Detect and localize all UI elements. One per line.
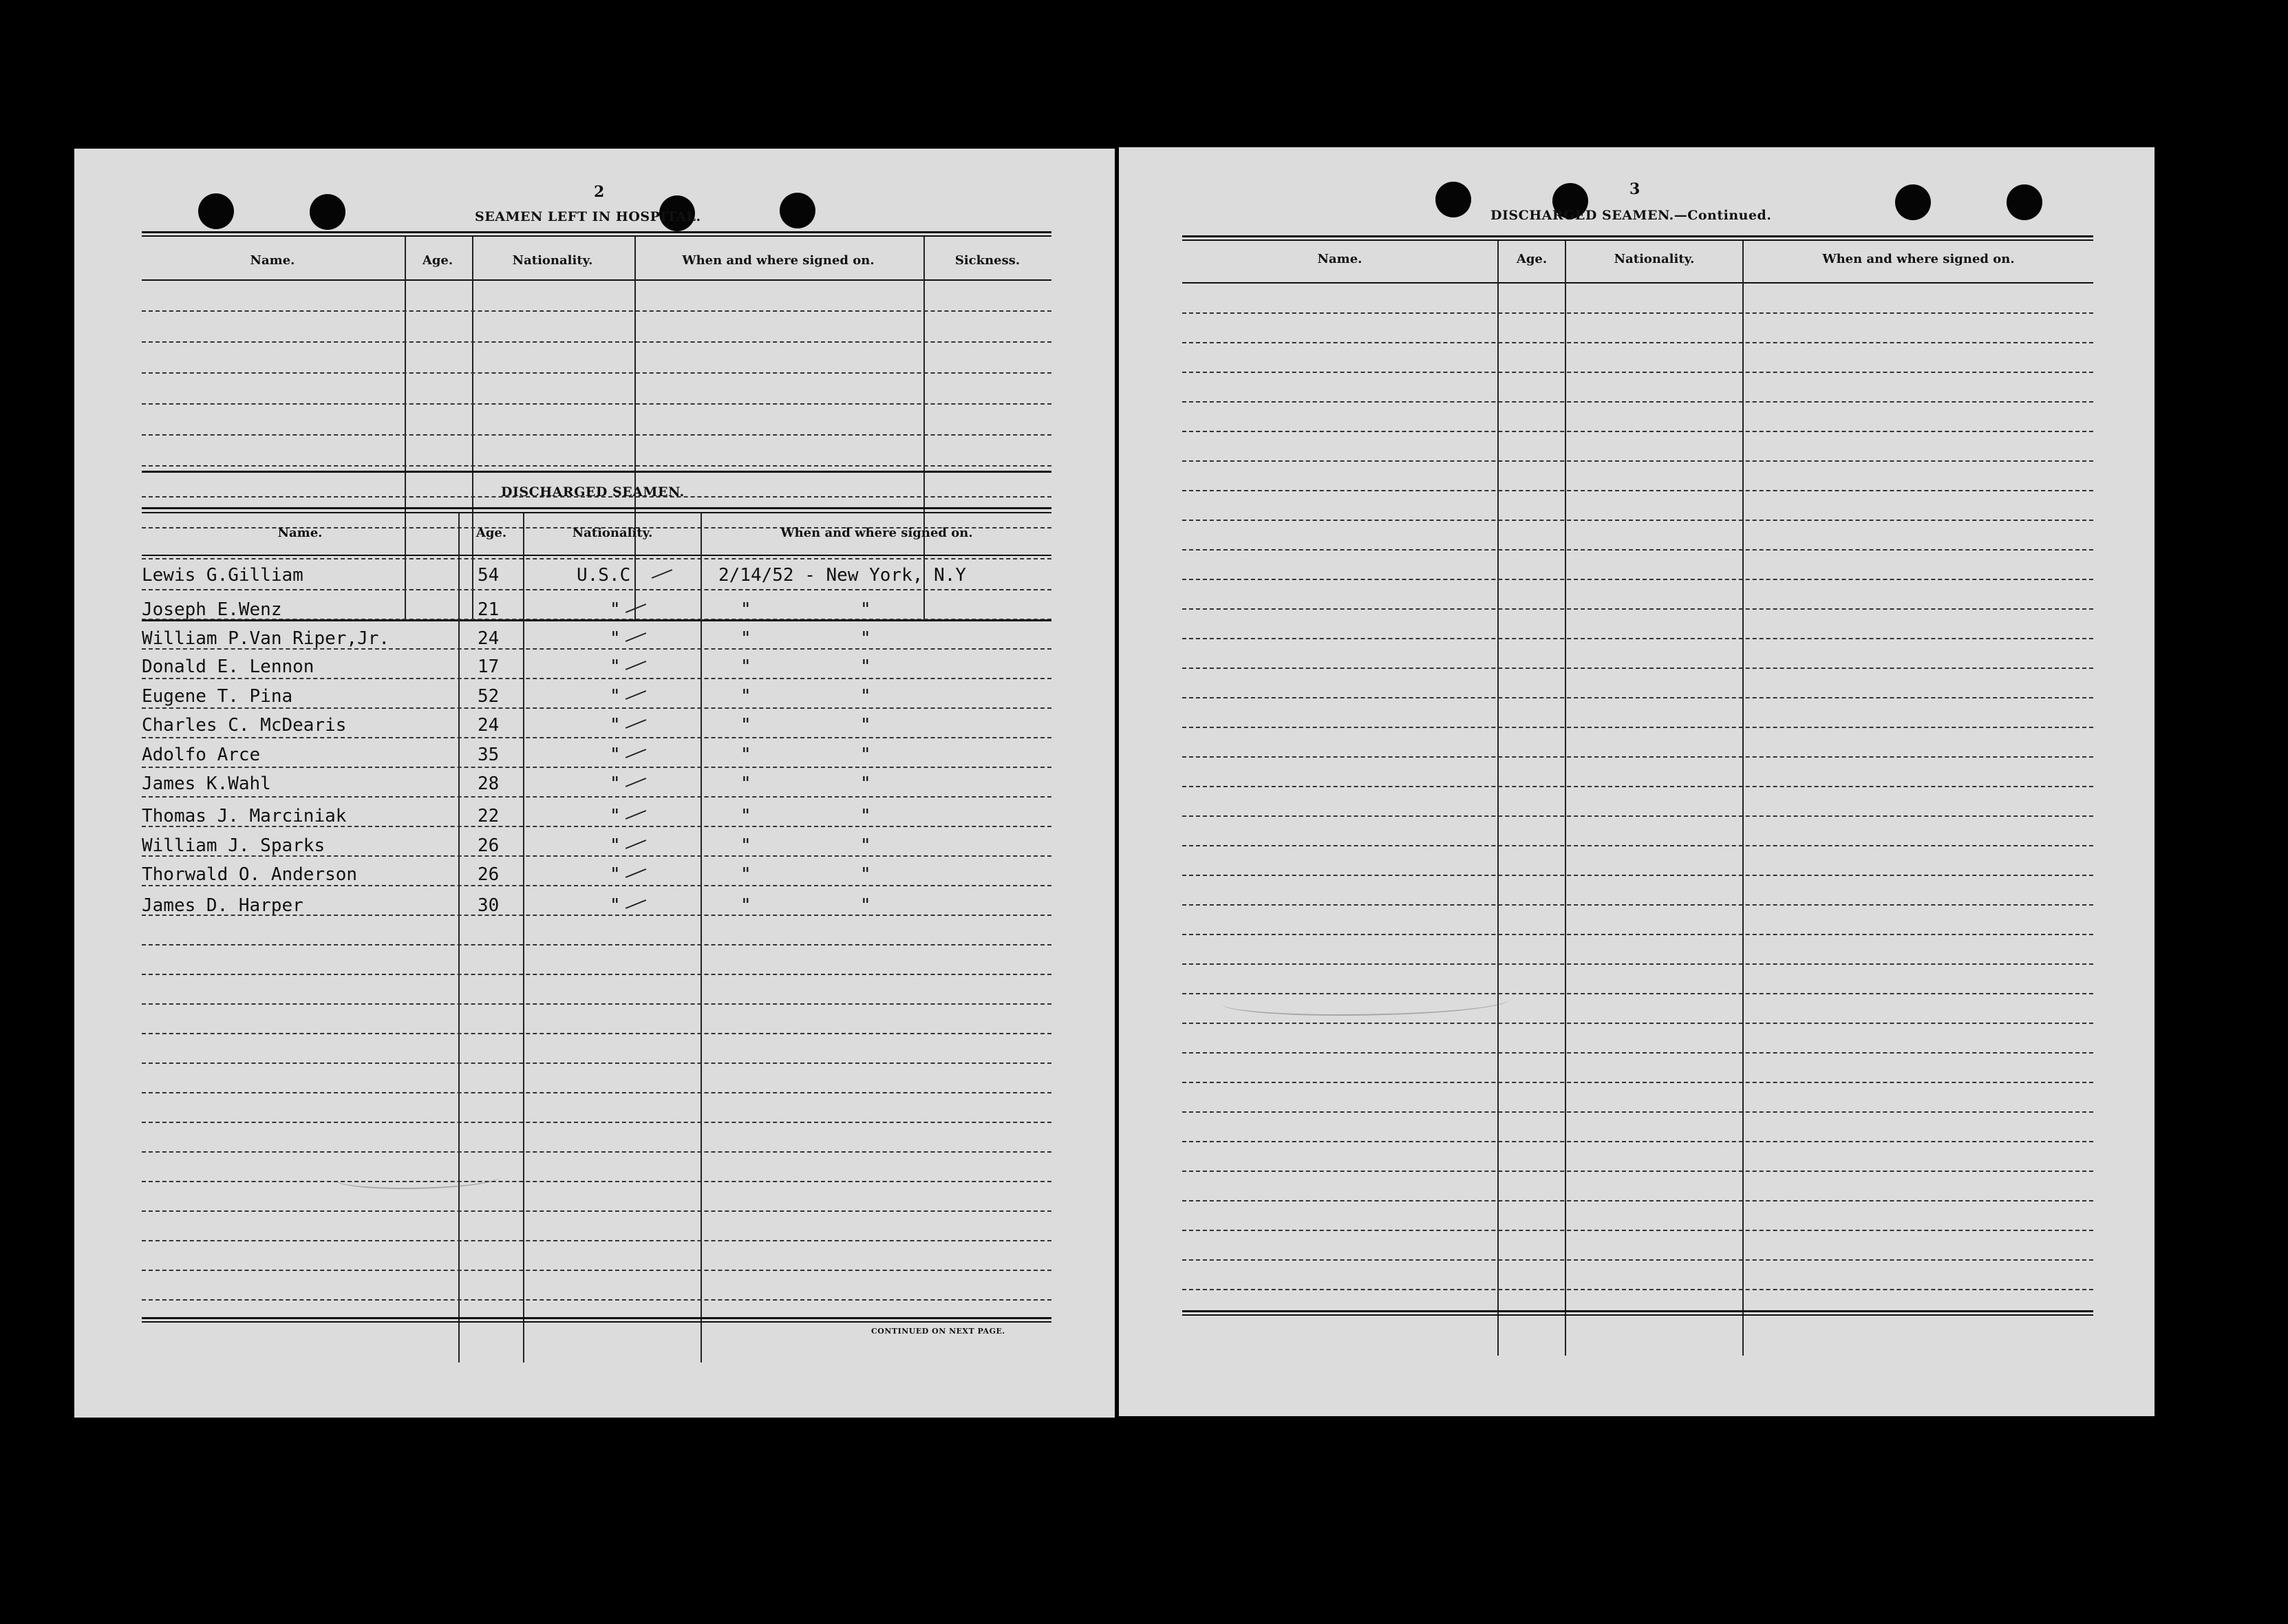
signed-on-place-ditto: " <box>860 599 871 620</box>
header-rule <box>1182 282 2093 284</box>
signed-on-place-ditto: " <box>860 686 871 707</box>
signed-on-date-ditto: " <box>740 835 751 856</box>
seaman-name: William J. Sparks <box>142 835 325 856</box>
check-mark <box>626 899 646 909</box>
signed-on-place-ditto: " <box>860 835 871 856</box>
right-page <box>1119 147 2155 1416</box>
signed-on-place-ditto: " <box>860 745 871 765</box>
seaman-name: James K.Wahl <box>142 773 271 794</box>
table-row-line <box>1182 727 2093 728</box>
table-row-line <box>1182 549 2093 551</box>
table-row-line <box>142 1062 1051 1064</box>
table-row-line <box>1182 490 2093 491</box>
table-top-rule <box>142 231 1051 233</box>
table-bottom-rule <box>1182 1314 2093 1316</box>
column-divider <box>1565 241 1566 1356</box>
column-divider <box>1497 241 1499 1356</box>
column-divider <box>472 237 473 621</box>
discharged-header-age: Age. <box>475 526 507 540</box>
table-row-line <box>142 1033 1051 1034</box>
seaman-age: 21 <box>478 599 500 620</box>
seaman-nationality: " <box>610 656 621 677</box>
check-mark <box>626 603 646 613</box>
punch-hole <box>780 193 815 228</box>
hospital-section-title: SEAMEN LEFT IN HOSPITAL. <box>475 209 701 224</box>
table-row-line <box>1182 697 2093 698</box>
table-top-rule <box>142 235 1051 237</box>
check-mark <box>626 632 646 642</box>
check-mark <box>626 840 646 849</box>
seaman-age: 54 <box>478 565 500 586</box>
table-row-line <box>142 1299 1051 1301</box>
seaman-age: 24 <box>478 715 500 736</box>
hospital-header-age: Age. <box>422 253 453 268</box>
punch-hole <box>310 194 345 230</box>
table-row-line <box>142 1240 1051 1241</box>
table-row-line <box>1182 1111 2093 1113</box>
table-row-line <box>142 1122 1051 1123</box>
table-top-rule <box>1182 235 2093 237</box>
table-row-line <box>142 737 1051 738</box>
seaman-name: Adolfo Arce <box>142 745 261 765</box>
signed-on-date-ditto: " <box>740 895 751 916</box>
faint-signature <box>336 1167 501 1189</box>
punch-hole <box>198 193 234 229</box>
punch-hole <box>2007 184 2042 220</box>
faint-signature <box>1222 987 1511 1016</box>
right-header-age: Age. <box>1516 252 1548 266</box>
signed-on-place-ditto: " <box>860 895 871 916</box>
seaman-age: 26 <box>478 835 500 856</box>
seaman-age: 26 <box>478 864 500 885</box>
signed-on-date-ditto: " <box>740 628 751 649</box>
seaman-age: 17 <box>478 656 500 677</box>
table-row-line <box>1182 667 2093 669</box>
table-row-line <box>142 974 1051 975</box>
page-number: 3 <box>1629 180 1640 198</box>
seaman-name: Lewis G.Gilliam <box>142 565 303 586</box>
check-mark <box>626 661 646 670</box>
seaman-name: William P.Van Riper,Jr. <box>142 628 390 649</box>
signed-on-place-ditto: " <box>860 773 871 794</box>
table-row-line <box>1182 1171 2093 1172</box>
check-mark <box>626 690 646 700</box>
table-row-line <box>1182 372 2093 373</box>
seaman-name: Thorwald O. Anderson <box>142 864 358 885</box>
column-divider <box>701 513 702 1363</box>
discharged-section-title: DISCHARGED SEAMEN. <box>501 484 685 500</box>
table-top-rule <box>142 512 1051 513</box>
column-divider <box>523 513 524 1363</box>
signed-on-date-place: 2/14/52 - New York, N.Y <box>718 565 967 586</box>
table-row-line <box>1182 1023 2093 1024</box>
signed-on-date-ditto: " <box>740 656 751 677</box>
table-row-line <box>1182 608 2093 610</box>
seaman-nationality: " <box>610 835 621 856</box>
table-row-line <box>142 403 1051 405</box>
seaman-name: Charles C. McDearis <box>142 715 347 736</box>
table-row-line <box>142 796 1051 798</box>
seaman-nationality: U.S.C <box>577 565 631 586</box>
table-row-line <box>1182 1082 2093 1083</box>
seaman-name: Eugene T. Pina <box>142 686 293 707</box>
signed-on-place-ditto: " <box>860 864 871 885</box>
seaman-name: Donald E. Lennon <box>142 656 314 677</box>
table-row-line <box>142 310 1051 312</box>
seaman-nationality: " <box>610 745 621 765</box>
table-row-line <box>1182 520 2093 521</box>
seaman-nationality: " <box>610 895 621 916</box>
section-rule <box>142 471 1051 473</box>
table-row-line <box>1182 845 2093 846</box>
table-row-line <box>1182 1259 2093 1261</box>
table-row-line <box>1182 342 2093 343</box>
check-mark <box>626 749 646 758</box>
punch-hole <box>1895 184 1931 220</box>
seaman-name: James D. Harper <box>142 895 303 916</box>
table-row-line <box>142 678 1051 679</box>
table-row-line <box>1182 756 2093 758</box>
table-row-line <box>1182 1289 2093 1290</box>
table-top-rule <box>1182 239 2093 241</box>
table-row-line <box>1182 904 2093 906</box>
signed-on-place-ditto: " <box>860 806 871 826</box>
right-header-signed-on: When and where signed on. <box>1822 252 2015 266</box>
seaman-name: Joseph E.Wenz <box>142 599 282 620</box>
seaman-nationality: " <box>610 806 621 826</box>
seaman-age: 28 <box>478 773 500 794</box>
seaman-age: 24 <box>478 628 500 649</box>
left-page <box>74 149 1115 1418</box>
continued-note: CONTINUED ON NEXT PAGE. <box>871 1327 1005 1336</box>
signed-on-date-ditto: " <box>740 773 751 794</box>
signed-on-date-ditto: " <box>740 864 751 885</box>
table-row-line <box>142 558 1051 559</box>
table-row-line <box>142 707 1051 709</box>
signed-on-place-ditto: " <box>860 628 871 649</box>
seaman-age: 52 <box>478 686 500 707</box>
table-bottom-rule <box>142 1321 1051 1323</box>
table-row-line <box>1182 815 2093 817</box>
table-row-line <box>1182 786 2093 787</box>
column-divider <box>634 237 636 621</box>
table-row-line <box>142 885 1051 886</box>
hospital-header-name: Name. <box>250 253 295 268</box>
table-row-line <box>1182 579 2093 580</box>
table-row-line <box>1182 1230 2093 1231</box>
hospital-header-signed-on: When and where signed on. <box>682 253 875 268</box>
table-row-line <box>142 465 1051 467</box>
check-mark <box>652 569 672 579</box>
check-mark <box>626 719 646 729</box>
table-row-line <box>1182 963 2093 965</box>
table-row-line <box>1182 638 2093 639</box>
check-mark <box>626 778 646 787</box>
table-row-line <box>1182 934 2093 935</box>
table-row-line <box>1182 312 2093 314</box>
page-number: 2 <box>594 183 605 201</box>
check-mark <box>626 868 646 878</box>
signed-on-place-ditto: " <box>860 656 871 677</box>
seaman-name: Thomas J. Marciniak <box>142 806 347 826</box>
table-row-line <box>1182 401 2093 403</box>
table-row-line <box>142 341 1051 343</box>
table-bottom-rule <box>1182 1310 2093 1312</box>
table-row-line <box>1182 431 2093 432</box>
discharged-header-signed-on: When and where signed on. <box>780 526 973 540</box>
table-row-line <box>142 1210 1051 1212</box>
seaman-nationality: " <box>610 599 621 620</box>
table-row-line <box>142 1003 1051 1005</box>
column-divider <box>1742 241 1744 1356</box>
table-row-line <box>142 944 1051 945</box>
right-header-name: Name. <box>1317 252 1362 266</box>
signed-on-date-ditto: " <box>740 715 751 736</box>
table-row-line <box>142 767 1051 768</box>
column-divider <box>923 237 925 621</box>
discharged-header-nationality: Nationality. <box>572 526 653 540</box>
seaman-nationality: " <box>610 628 621 649</box>
table-row-line <box>142 1092 1051 1093</box>
signed-on-date-ditto: " <box>740 599 751 620</box>
signed-on-place-ditto: " <box>860 715 871 736</box>
punch-hole <box>1435 182 1471 217</box>
column-divider <box>458 513 460 1363</box>
table-row-line <box>1182 460 2093 462</box>
signed-on-date-ditto: " <box>740 686 751 707</box>
continued-section-title: DISCHARGED SEAMEN.—Continued. <box>1490 208 1772 223</box>
signed-on-date-ditto: " <box>740 806 751 826</box>
table-row-line <box>1182 1052 2093 1054</box>
header-rule <box>142 279 1051 281</box>
hospital-header-sickness: Sickness. <box>954 253 1020 268</box>
seaman-nationality: " <box>610 715 621 736</box>
seaman-age: 35 <box>478 745 500 765</box>
signed-on-date-ditto: " <box>740 745 751 765</box>
table-bottom-rule <box>142 1317 1051 1319</box>
seaman-age: 22 <box>478 806 500 826</box>
column-divider <box>405 237 406 621</box>
right-header-nationality: Nationality. <box>1614 252 1695 266</box>
hospital-header-nationality: Nationality. <box>512 253 593 268</box>
seaman-nationality: " <box>610 773 621 794</box>
table-row-line <box>142 1181 1051 1182</box>
check-mark <box>626 810 646 820</box>
table-row-line <box>1182 1141 2093 1142</box>
table-row-line <box>142 589 1051 590</box>
seaman-nationality: " <box>610 864 621 885</box>
seaman-age: 30 <box>478 895 500 916</box>
table-row-line <box>142 434 1051 436</box>
table-row-line <box>142 372 1051 374</box>
table-top-rule <box>142 507 1051 509</box>
discharged-header-name: Name. <box>277 526 323 540</box>
table-row-line <box>1182 1200 2093 1201</box>
seaman-nationality: " <box>610 686 621 707</box>
table-row-line <box>142 1151 1051 1153</box>
header-rule <box>142 555 1051 556</box>
table-row-line <box>1182 875 2093 876</box>
table-row-line <box>142 1270 1051 1271</box>
